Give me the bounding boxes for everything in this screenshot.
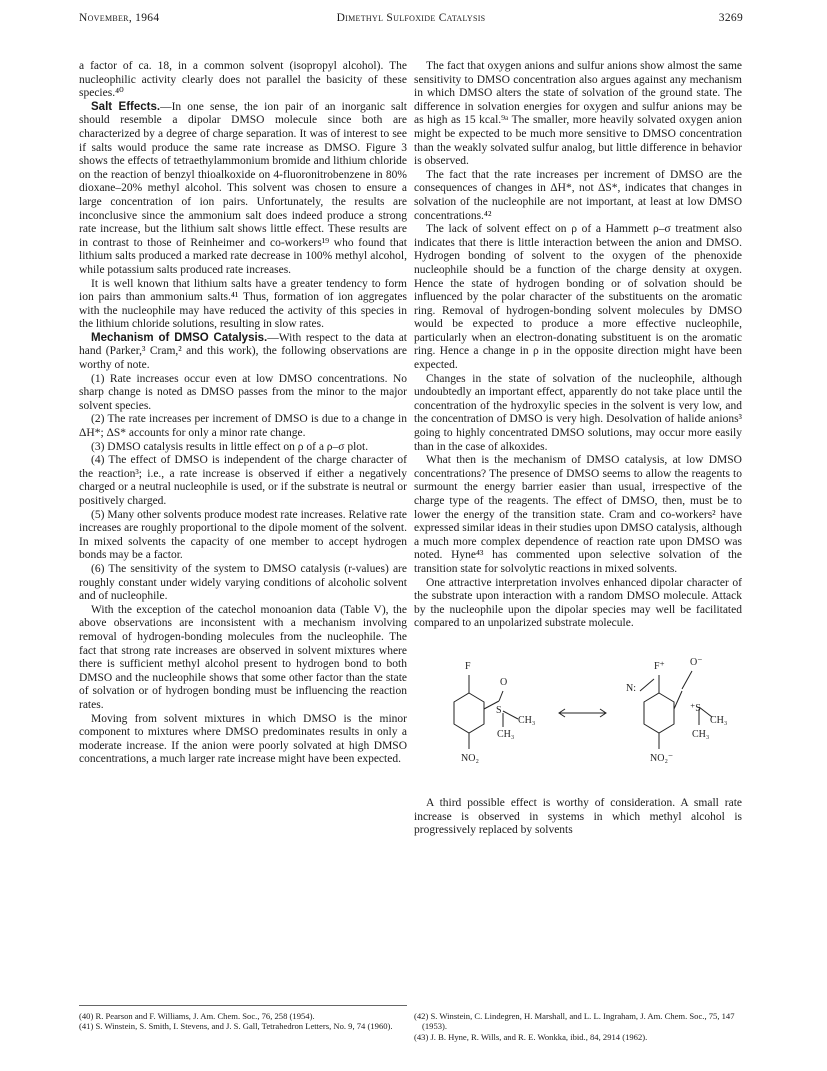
methyl-label: CH₃ [710, 714, 728, 726]
paragraph: One attractive interpretation involves enhanced dipolar character of the substrate upon interaction with a random DMSO molecule. Attack by the nucleophile upon the dipolar species may well be facilitated compared to an unpolarized substrate molecule. [414, 576, 742, 630]
paragraph-mechanism [79, 332, 407, 373]
footnote-rule [79, 1005, 407, 1006]
section-heading-mechanism: Mechanism of DMSO Catalysis. [91, 331, 268, 344]
left-column [79, 60, 407, 767]
fluorine-cation-label: F⁺ [654, 660, 665, 672]
footnotes-right [414, 1011, 742, 1042]
oxide-label: O⁻ [690, 656, 703, 668]
list-item: (3) DMSO catalysis results in little effect on ρ of a ρ–σ plot. [91, 440, 369, 453]
header-title: Dimethyl Sulfoxide Catalysis [336, 12, 486, 24]
page-number: 3269 [718, 12, 743, 24]
paragraph: What then is the mechanism of DMSO catalysis, at low DMSO concentrations? The presence of DMSO seems to allow the reagents to surmount the energy barrier easier than usual, irrespective of the charge type of the reagents. The effect of DMSO, then, must be to lower the energy of the transition state. Cram and co-workers² have expressed similar ideas in their studies upon DMSO catalysis, although a much more complex dependence of reaction rate upon DMSO was noted. Hyne⁴³ has commented upon selective solvation of the transition state for solvolytic reactions in mixed solvents. [414, 454, 742, 575]
list-item: (1) Rate increases occur even at low DMSO concentrations. No sharp change is noted as DMSO passes from the minor to the major solvent species. [79, 372, 407, 412]
nitrogen-label: N: [626, 682, 636, 694]
paragraph: A third possible effect is worthy of consideration. A small rate increase is observed in systems in which methyl alcohol is progressively replaced by solvents [414, 796, 742, 837]
footnotes-left [79, 1011, 407, 1032]
sulfonium-label: ⁺S [690, 702, 701, 714]
paragraph: Changes in the state of solvation of the nucleophile, although undoubtedly an important effect, apparently do not take place until the concentration of the hydroxylic species in the solvent is very low, and the concentration of DMSO is very high. Desolvation of halide anions³ going to highly concentrated DMSO solutions, may occur more easily than in the case of alkoxides. [414, 372, 742, 453]
paragraph: a factor of ca. 18, in a common solvent (isopropyl alcohol). The nucleophilic activity clearly does not parallel the basicity of these species.⁴⁰ [79, 60, 407, 100]
fluorine-label: F [465, 660, 471, 672]
section-heading-salt-effects: Salt Effects. [91, 100, 161, 113]
paragraph: The fact that the rate increases per increment of DMSO are the consequences of changes in ΔH*, not ΔS*, indicates that changes in solvation of the nucleophile are not important, at least at low DMSO concentrations.⁴² [414, 168, 742, 222]
paragraph: The lack of solvent effect on ρ of a Hammett ρ–σ treatment also indicates that there is little interaction between the anion and DMSO. Hydrogen bonding of solvent to the oxygen of the phenoxide nucleophile should be a function of the charge density at oxygen. Hence the state of hydrogen bonding or of solvation should be influenced by the polar character of the substituents on the aromatic ring. Removal of hydrogen-bonding solvent molecules by DMSO would be expected to produce a more effective nucleophile, particularly when an electron-donating substituent is on the aromatic ring. Hence a change in ρ in the opposite direction might have been expected. [414, 223, 742, 372]
list-item: (5) Many other solvents produce modest rate increases. Relative rate increases are roughly proportional to the dipole moment of the solvent. In mixed solvents the capacity of one member to accept hydrogen bonds may be a factor. [79, 508, 407, 562]
nitro-label: NO₂ [461, 752, 479, 764]
paragraph: Moving from solvent mixtures in which DMSO is the minor component to mixtures where DMSO predominates results in only a moderate increase. If the anion were poorly solvated at high DMSO concentrations, a much larger rate increase might have been expected. [79, 712, 407, 766]
resonance-figure [414, 641, 742, 791]
benzene-ring-right [644, 693, 674, 733]
nitro-anion-label: NO₂⁻ [650, 752, 674, 764]
footnote: (43) J. B. Hyne, R. Wills, and R. E. Wonkka, ibid., 84, 2914 (1962). [414, 1031, 648, 1042]
right-column [414, 60, 742, 838]
running-header [79, 12, 743, 30]
methyl-label: CH₃ [518, 714, 536, 726]
list-item: (4) The effect of DMSO is independent of the charge character of the reaction³; i.e., a rate increase is observed if either a negatively charged or a neutral nucleophile is used, or if the substrate is neutral or positively charged. [79, 454, 407, 507]
methyl-label: CH₃ [497, 728, 515, 740]
benzene-ring-left [454, 693, 484, 733]
footnote: (42) S. Winstein, C. Lindegren, H. Marshall, and L. L. Ingraham, J. Am. Chem. Soc., 75, 147 (1953). [414, 1011, 735, 1032]
paragraph: The fact that oxygen anions and sulfur anions show almost the same sensitivity to DMSO concentration also argues against any mechanism in which DMSO alters the state of solvation of the ground state. The difference in solvation energies for oxygen and sulfur anions may be as high as 15 kcal.⁹ᵃ The smaller, more heavily solvated oxygen anion might be expected to be much more sensitive to DMSO concentration than the weakly solvated sulfur analog, but little difference in behavior is observed. [414, 60, 742, 168]
paragraph: With the exception of the catechol monoanion data (Table V), the above observations are inconsistent with a mechanism involving removal of hydrogen-bonding molecules from the nucleophile. The fact that strong rate increases are observed in solvent mixtures where there is sufficient methyl alcohol present to hydrogen bond to both DMSO and the nucleophile shows that some other factor than the state of solvation or of hydrogen bonding must be influencing the reaction rates. [79, 603, 407, 711]
methyl-label: CH₃ [692, 728, 710, 740]
resonance-structures-diagram [414, 641, 742, 791]
paragraph: It is well known that lithium salts have a greater tendency to form ion pairs than ammonium salts.⁴¹ Thus, formation of ion aggregates with the nucleophile may have reduced the activity of this species in the lithium chloride solutions, resulting in slow rates. [79, 277, 407, 331]
footnote: (40) R. Pearson and F. Williams, J. Am. Chem. Soc., 76, 258 (1954). [79, 1011, 315, 1021]
list-item: (2) The rate increases per increment of DMSO is due to a change in ΔH*; ΔS* accounts for only a minor rate change. [79, 413, 407, 440]
list-item: (6) The sensitivity of the system to DMSO catalysis (r-values) are roughly constant under widely varying conditions of alcoholic solvent and of nucleophile. [79, 562, 407, 603]
header-date: November, 1964 [79, 12, 160, 24]
oxygen-label: O [500, 676, 508, 688]
paragraph-text: —With respect to the data at hand (Parker,³ Cram,² and this work), the following observations are worthy of note. [79, 331, 407, 372]
paragraph-text: —In one sense, the ion pair of an inorganic salt should resemble a dipolar DMSO molecule since both are characterized by a degree of charge separation. It was of interest to see if salts would produce the same rate increase as DMSO. Figure 3 shows the effects of tetraethylammonium bromide and lithium chloride on the reaction of benzyl thioalkoxide on 4-fluoronitrobenzene in 80% dioxane–20% methyl alcohol. This solvent was chosen to ensure a large concentration of ion pairs. Unfortunately, the results are inconclusive since the ammonium salt does indeed produce a strong rate increase, but the lithium salt shows little effect. These results are in contrast to those of Reinheimer and co-workers¹⁹ who found that lithium salts produced a marked rate decrease in 100% methyl alcohol, while potassium salts produced rate increases. [79, 100, 408, 276]
footnote: (41) S. Winstein, S. Smith, I. Stevens, and J. S. Gall, Tetrahedron Letters, No. 9, 74 (1960). [79, 1021, 393, 1032]
paragraph-salt-effects [79, 101, 407, 278]
sulfur-label: S [496, 704, 502, 716]
